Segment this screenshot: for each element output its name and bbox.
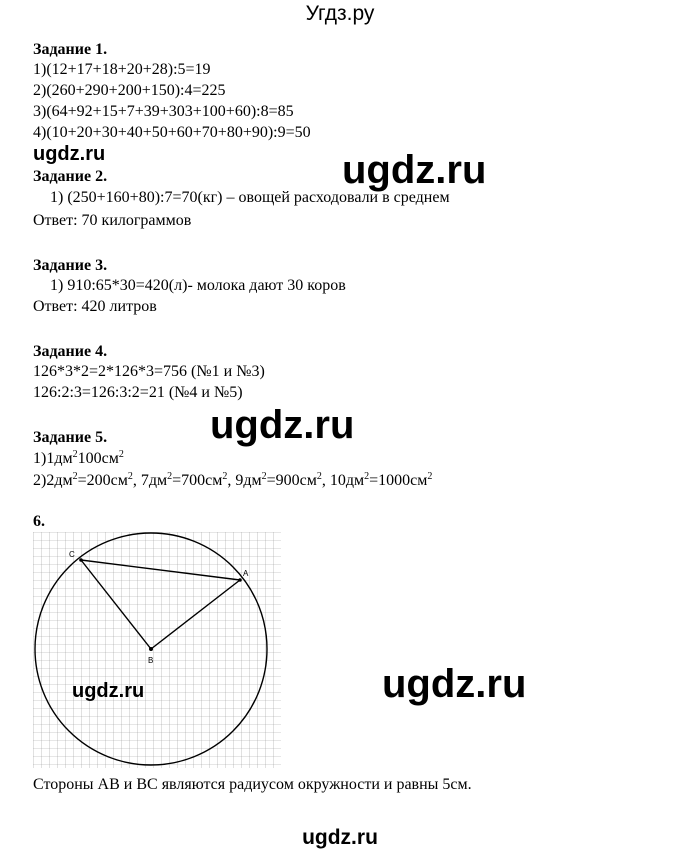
watermark-large: ugdz.ru [382,662,527,706]
watermark-small: ugdz.ru [72,680,145,702]
task2-answer: Ответ: 70 килограммов [33,212,192,229]
task4-line-2: 126:2:3=126:3:2=21 (№4 и №5) [33,384,243,401]
task1-line-2: 2)(260+290+200+150):4=225 [33,82,226,99]
grid-drawing [33,532,281,768]
task5-heading: Задание 5. [33,429,108,446]
task3-answer: Ответ: 420 литров [33,298,157,315]
task1-line-4: 4)(10+20+30+40+50+60+70+80+90):9=50 [33,124,311,141]
task3-line: 1) 910:65*30=420(л)- молока дают 30 коров [50,277,346,294]
point-a [238,578,242,582]
task5-line-2: $2)2дм^2=200см^2$, $7дм^2=700см^2$, $9дм^2=900см^2$, $10дм^2=1000см^2$ [33,471,433,489]
task6-caption: Стороны АВ и ВС являются радиусом окружности и равны 5см. [33,776,472,793]
task4-line-1: 126*3*2=2*126*3=756 (№1 и №3) [33,363,265,380]
task3-heading: Задание 3. [33,257,108,274]
watermark-large: ugdz.ru [342,148,487,192]
task1-heading: Задание 1. [33,41,108,58]
point-c [79,558,83,562]
task4-heading: Задание 4. [33,343,108,360]
task5-line-1: $1)1дм^2100см^2$ [33,449,124,467]
site-title: Угдз.ру [305,2,375,25]
point-a-label: A [243,569,249,578]
watermark-large: ugdz.ru [210,403,355,447]
task6-heading: 6. [33,513,45,530]
task1-line-1: 1)(12+17+18+20+28):5=19 [33,61,211,78]
point-b [149,647,153,651]
point-c-label: C [69,550,75,559]
task2-heading: Задание 2. [33,168,108,185]
task2-line: 1) (250+160+80):7=70(кг) – овощей расходовали в среднем [50,189,450,206]
point-b-label: B [148,656,154,665]
task1-line-3: 3)(64+92+15+7+39+303+100+60):8=85 [33,103,294,120]
footer-watermark: ugdz.ru [302,826,378,849]
watermark-small: ugdz.ru [33,143,106,165]
